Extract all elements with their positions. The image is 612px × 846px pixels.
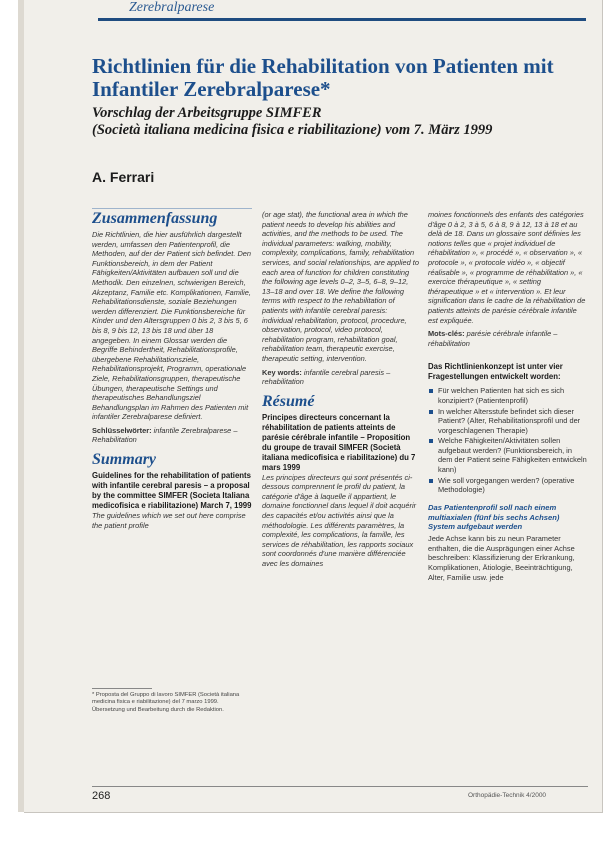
column-right [428, 210, 588, 582]
list-item: Wie soll vorgegangen werden? (operative Methodologie) [428, 476, 588, 495]
mots-cles [428, 329, 588, 348]
article-subtitle [92, 105, 572, 139]
summary-heading: Summary [92, 451, 157, 469]
bullet-square-icon [429, 389, 433, 393]
key-words [262, 368, 420, 387]
summary-continued-text: (or age stat), the functional area in which the patient needs to develop his abilities and activities, and the methods to be used. The individual parameters: walking, mobility, complexity, complications, family, rehabilitation services, and social relationships, are applied to each area of function for children constituting the following age levels 0–2, 3–5, 6–8, 9–12, 13–18 and over 18. We define the following terms with respect to the rehabilitation of patients with infantile cerebral paresis: individual rehabilitation, protocol, procedure, observation, protocol, video protocol, rehabilitation program, rehabilitation goal, rehabilitation team, therapeutic exercise, therapeutic setting, intervention. [262, 210, 419, 363]
summary-text: The guidelines which we set out here comprise the patient profile [92, 511, 246, 530]
resume-continued-text: moines fonctionnels des enfants des catégories d'âge 0 à 2, 3 à 5, 6 à 8, 9 à 12, 13 à 18 et au delà de 18. Dans un glossaire sont définies les notions telles que « projet individuel de réhabilitation », « procédé », « observation », « protocole », « protocole vidéo », « objectif réalisable », « programme de réhabilitation », « exercice thérapeutique », « setting thérapeutique » et « intervention ». Et leur signification dans le cadre de la réhabilitation de patients atteints de parésie cérébrale infantile est expliquée. [428, 210, 586, 325]
summary-lead: Guidelines for the rehabilitation of patients with infantile cerebral paresis – a proposal by the committee SIMFER (Societa Italiana medicofisica e riabilitazione) March 7, 1999 [92, 471, 252, 511]
author: A. Ferrari [92, 169, 155, 185]
list-item: Welche Fähigkeiten/Aktivitäten sollen aufgebaut werden? (Funktionsbereich, in dem der Patient seine Fähigkeiten entwickeln kann) [428, 436, 588, 474]
resume-lead: Principes directeurs concernant la réhabilitation de patients atteints de parésie cérébrale infantile – Proposition du groupe de travail SIMFER (Società italiana medicofisica e riabilitazione) du 7 mars 1999 [262, 412, 416, 472]
subtitle-line-1: Vorschlag der Arbeitsgruppe SIMFER [92, 105, 322, 121]
bullet-square-icon [429, 479, 433, 483]
patient-profile-heading: Das Patientenprofil soll nach einem multiaxialen (fünf bis sechs Achsen) System aufgebaut werden [428, 502, 560, 532]
key-words-label: Key words: [262, 367, 302, 377]
schluesselwoerter-label: Schlüsselwörter: [92, 425, 152, 435]
bullet-square-icon [429, 410, 433, 414]
concept-question-list [428, 386, 588, 495]
column-rule-1 [92, 208, 252, 209]
zusammenfassung-heading: Zusammenfassung [92, 210, 218, 227]
zusammenfassung-text: Die Richtlinien, die hier ausführlich dargestellt werden, umfassen den Patientenprofil, die Methoden, auf der der Patient sich befindet. Den Funktionsbereich, in dem der Patient Fähigkeiten/Aktivitäten aufbauen soll und die Methodik. Den einzelnen, schwierigen Bereich, Akzeptanz, Familie etc. Komplikationen, Familie, Rehabilitationsdienste, soziale Beziehungen werden differenziert. Die Funktionsbereiche für Kinder und den Altersgruppen 0 bis 2, 3 bis 5, 6 bis 8, 9 bis 12, 13 bis 18 und über 18 angegeben. In einem Glossar werden die Begriffe Behindertheit, Rehabilitationsprofile, übergebene Rehabilitationsziele, Rehabilitationsprojekt, Programm, operationale Ziele, Rehabilitationsgruppen, therapeutische Übungen, therapeutische Settings und therapeutisches Behandlungsziel Behandlungsplan im Rahmen des Patienten mit infantiler Zerebralparese definiert. [92, 230, 251, 422]
journal-reference: Orthopädie-Technik 4/2000 [468, 792, 547, 799]
schluesselwoerter-value: infantile Zerebralparese – Rehabilitation [92, 425, 238, 445]
mots-cles-label: Mots-clés: [428, 329, 465, 339]
page-number: 268 [92, 790, 111, 802]
article-title: Richtlinien für die Rehabilitation von Patienten mit Infantiler Zerebralparese* [92, 54, 554, 101]
column-middle [262, 210, 420, 569]
schluesselwoerter [92, 426, 252, 445]
footnote: * Proposta del Gruppo di lavoro SIMFER (Società italiana medicina fisica e riabilitazione) del 7 marzo 1999. Übersetzung und Bearbeitung durch die Redaktion. [92, 692, 240, 713]
mots-cles-value: parésie cérébrale infantile – réhabilitation [428, 329, 558, 348]
footer-rule [92, 786, 588, 787]
key-words-value: infantile cerebral paresis – rehabilitation [262, 367, 391, 387]
subtitle-line-2: (Società italiana medicina fisica e riabilitazione) vom 7. März 1999 [92, 122, 493, 138]
list-item: In welcher Altersstufe befindet sich dieser Patient? (Alter, Rehabilitationsprofil und der vorgeschlagenen Therapie) [428, 407, 588, 436]
footnote-rule [92, 688, 152, 689]
running-header: Zerebralparese [123, 0, 220, 16]
list-item: Für welchen Patienten hat sich es sich konzipiert? (Patientenprofil) [428, 386, 588, 405]
resume-text: Les principes directeurs qui sont présentés ci-dessous comprennent le profil du patient, la catégorie d'âge à laquelle il appartient, le domaine fonctionnel dans lequel il doit acquérir des capacités et/ou activités ainsi que la méthodologie. Les différents paramètres, la complexité, les complications, la famille, les services de réhabilitation, les rapports sociaux sont coordonnés d'une manière différenciée avec les domaines [262, 472, 417, 569]
concept-lead: Das Richtlinienkonzept ist unter vier Fragestellungen entwickelt worden: [428, 362, 563, 382]
column-left [92, 210, 252, 530]
bullet-square-icon [429, 439, 433, 443]
resume-heading: Résumé [262, 392, 315, 410]
patient-profile-text: Jede Achse kann bis zu neun Parameter enthalten, die die Ausprägungen einer Achse beschreiben: Klassifizierung der Erkrankung, Komplikationen, Ätiologie, Beeinträchtigung, Alter, Familie usw. jede [428, 534, 575, 582]
